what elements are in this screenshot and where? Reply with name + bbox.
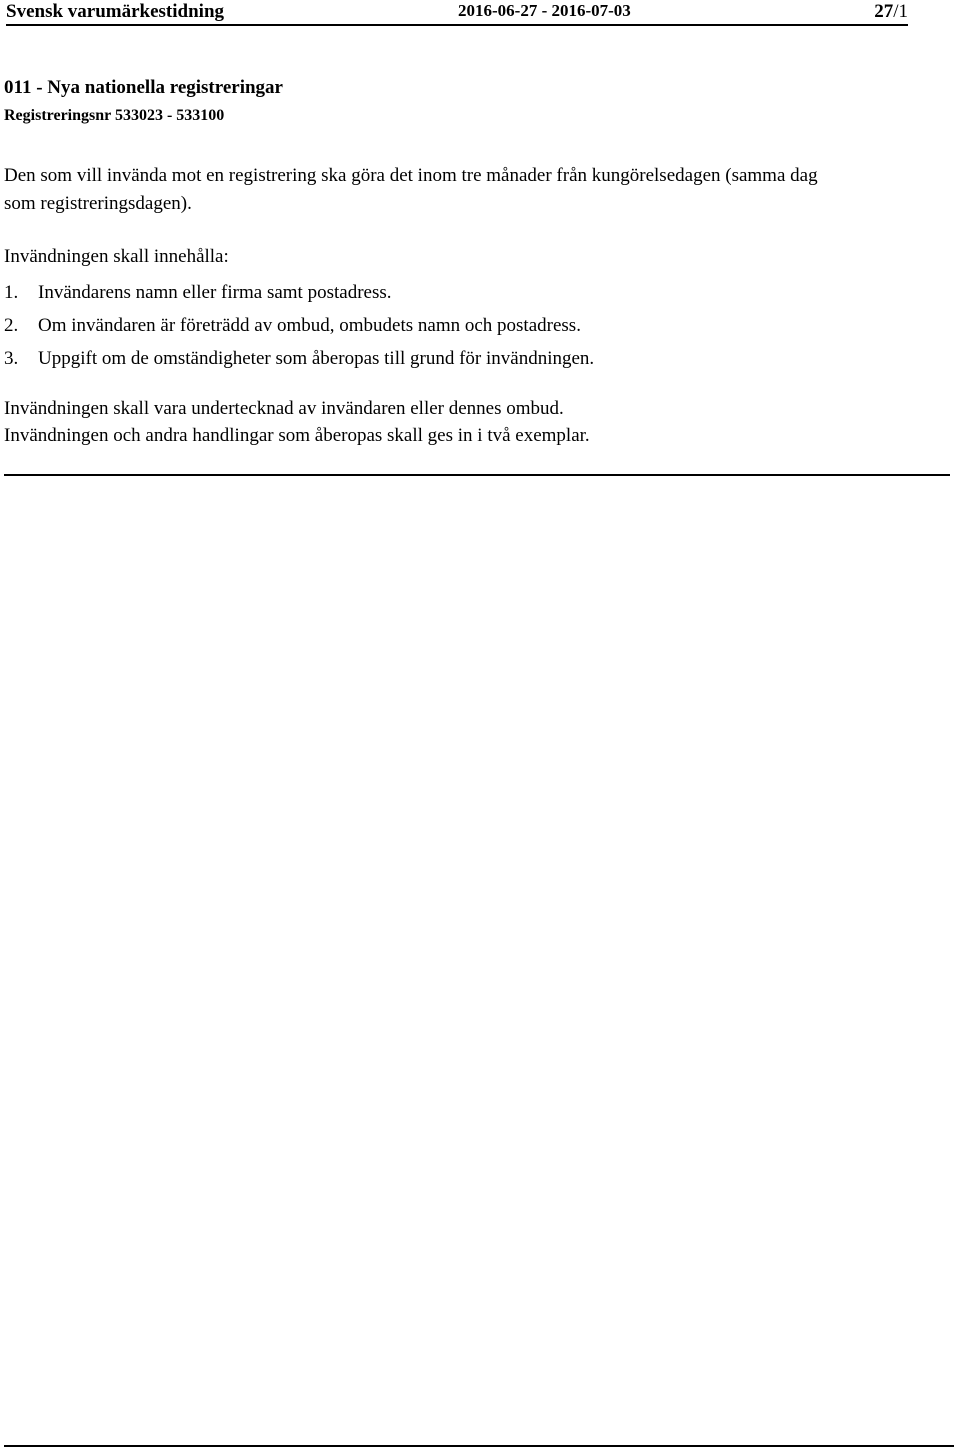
list-item-number: 3. bbox=[4, 348, 19, 369]
requirements-lead: Invändningen skall innehålla: bbox=[4, 246, 229, 267]
publication-title: Svensk varumärkestidning bbox=[6, 1, 225, 22]
page-footer-rule bbox=[4, 1445, 954, 1447]
list-item-text: Uppgift om de omständigheter som åberopas till grund för invändningen. bbox=[38, 348, 595, 369]
list-item bbox=[4, 276, 594, 309]
section-title: 011 - Nya nationella registreringar bbox=[4, 77, 283, 98]
page-number-suffix: /1 bbox=[893, 1, 908, 22]
list-item-text: Om invändaren är företrädd av ombud, ombudets namn och postadress. bbox=[38, 315, 581, 336]
date-range: 2016-06-27 - 2016-07-03 bbox=[458, 1, 631, 20]
list-item-number: 2. bbox=[4, 315, 19, 336]
page-number bbox=[874, 1, 908, 23]
list-item-text: Invändarens namn eller firma samt postadress. bbox=[38, 282, 392, 303]
list-item-number: 1. bbox=[4, 282, 19, 303]
page-header bbox=[6, 0, 908, 26]
signature-note: Invändningen skall vara undertecknad av invändaren eller dennes ombud. bbox=[4, 398, 564, 419]
list-item bbox=[4, 342, 594, 375]
list-item bbox=[4, 309, 594, 342]
intro-text-line-1: Den som vill invända mot en registrering ska göra det inom tre månader från kungörelsedagen (samma dag bbox=[4, 165, 818, 186]
page-number-main: 27 bbox=[874, 1, 894, 22]
intro-text-line-2: som registreringsdagen). bbox=[4, 193, 192, 214]
requirements-list bbox=[4, 276, 594, 375]
registration-range: Registreringsnr 533023 - 533100 bbox=[4, 107, 225, 124]
copies-note: Invändningen och andra handlingar som åberopas skall ges in i två exemplar. bbox=[4, 425, 590, 446]
section-divider bbox=[4, 474, 950, 476]
